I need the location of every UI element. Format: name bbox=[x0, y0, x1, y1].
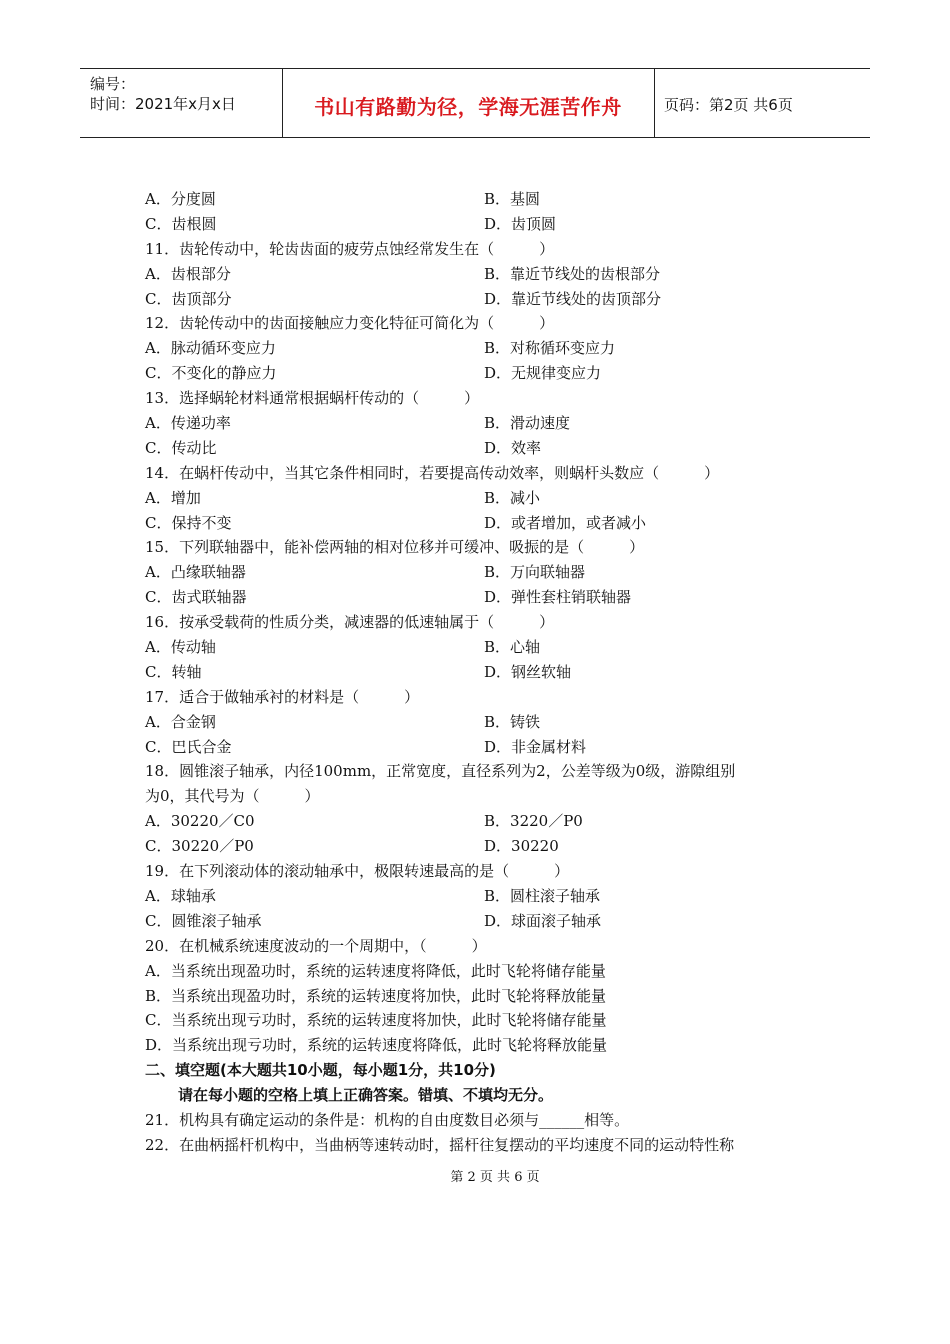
question-text: 16．按承受载荷的性质分类，减速器的低速轴属于（ ） bbox=[145, 613, 555, 632]
option-left: C．传动比 bbox=[145, 438, 217, 457]
question-text: 18．圆锥滚子轴承，内径100mm，正常宽度，直径系列为2，公差等级为0级，游隙组别 bbox=[145, 762, 736, 781]
page-header bbox=[80, 68, 870, 138]
option-right: D．靠近节线处的齿顶部分 bbox=[484, 289, 662, 308]
number-label: 编号： bbox=[90, 75, 136, 93]
option-row bbox=[145, 436, 825, 461]
question-line bbox=[145, 386, 825, 411]
option-row bbox=[145, 336, 825, 361]
header-info-cell bbox=[80, 69, 283, 137]
option-row bbox=[145, 884, 825, 909]
option-left: A．球轴承 bbox=[145, 886, 216, 905]
question-text: 21．机构具有确定运动的条件是：机构的自由度数目必须与______相等。 bbox=[145, 1110, 630, 1129]
option-right: D．30220 bbox=[484, 837, 559, 856]
question-text: C．当系统出现亏功时，系统的运转速度将加快，此时飞轮将储存能量 bbox=[145, 1011, 607, 1030]
option-left: A．齿根部分 bbox=[145, 264, 231, 283]
option-left: A．凸缘联轴器 bbox=[145, 563, 246, 582]
page-footer: 第 2 页 共 6 页 bbox=[450, 1170, 540, 1185]
question-text: 11．齿轮传动中，轮齿齿面的疲劳点蚀经常发生在（ ） bbox=[145, 239, 555, 258]
question-line bbox=[145, 685, 825, 710]
option-row bbox=[145, 909, 825, 934]
option-row bbox=[145, 735, 825, 760]
option-row bbox=[145, 560, 825, 585]
question-line bbox=[145, 311, 825, 336]
option-left: A．分度圆 bbox=[145, 190, 216, 208]
question-line bbox=[145, 984, 825, 1009]
option-row bbox=[145, 212, 825, 237]
option-left: C．齿根圆 bbox=[145, 214, 217, 233]
question-line bbox=[145, 759, 825, 784]
header-page-cell bbox=[654, 69, 870, 137]
option-row bbox=[145, 287, 825, 312]
option-left: A．传动轴 bbox=[145, 638, 216, 657]
option-right: B．靠近节线处的齿根部分 bbox=[484, 264, 661, 283]
section-heading-text: 二、填空题(本大题共10小题，每小题1分，共10分) bbox=[145, 1061, 496, 1080]
option-right: D．钢丝软轴 bbox=[484, 662, 572, 681]
date-label: 时间：2021年x月x日 bbox=[90, 95, 236, 113]
question-text: 14．在蜗杆传动中，当其它条件相同时，若要提高传动效率，则蜗杆头数应（ ） bbox=[145, 463, 720, 482]
question-line bbox=[145, 1133, 825, 1158]
option-left: C．圆锥滚子轴承 bbox=[145, 911, 262, 930]
option-left: A．合金钢 bbox=[145, 712, 216, 731]
option-right: B．心轴 bbox=[484, 638, 541, 657]
option-right: D．非金属材料 bbox=[484, 737, 587, 756]
question-text: 17．适合于做轴承衬的材料是（ ） bbox=[145, 687, 420, 706]
option-row bbox=[145, 511, 825, 536]
question-line bbox=[145, 934, 825, 959]
question-text: 15．下列联轴器中，能补偿两轴的相对位移并可缓冲、吸振的是（ ） bbox=[145, 538, 645, 557]
question-line bbox=[145, 237, 825, 262]
option-right: D．弹性套柱销联轴器 bbox=[484, 588, 632, 607]
question-line bbox=[145, 461, 825, 486]
option-right: D．球面滚子轴承 bbox=[484, 911, 602, 930]
option-row bbox=[145, 710, 825, 735]
section-instruction-text: 请在每小题的空格上填上正确答案。错填、不填均无分。 bbox=[178, 1086, 554, 1105]
option-right: D．齿顶圆 bbox=[484, 214, 557, 233]
question-line bbox=[145, 1033, 825, 1058]
question-line bbox=[145, 535, 825, 560]
option-row bbox=[145, 660, 825, 685]
option-right: B．圆柱滚子轴承 bbox=[484, 886, 601, 905]
option-left: C．不变化的静应力 bbox=[145, 364, 277, 383]
question-text: 19．在下列滚动体的滚动轴承中，极限转速最高的是（ ） bbox=[145, 862, 570, 881]
option-left: A．增加 bbox=[145, 488, 201, 507]
option-right: D．效率 bbox=[484, 438, 542, 457]
option-right: B．减小 bbox=[484, 488, 541, 507]
option-right: B．万向联轴器 bbox=[484, 563, 586, 582]
option-right: B．基圆 bbox=[484, 190, 541, 208]
option-left: C．30220／P0 bbox=[145, 837, 254, 856]
document-body bbox=[145, 187, 825, 1158]
option-right: B．铸铁 bbox=[484, 712, 541, 731]
question-text: 20．在机械系统速度波动的一个周期中，（ ） bbox=[145, 936, 487, 955]
question-text: 22．在曲柄摇杆机构中，当曲柄等速转动时，摇杆往复摆动的平均速度不同的运动特性称 bbox=[145, 1135, 735, 1154]
option-row bbox=[145, 585, 825, 610]
question-text: A．当系统出现盈功时，系统的运转速度将降低，此时飞轮将储存能量 bbox=[145, 961, 606, 980]
option-left: C．转轴 bbox=[145, 662, 202, 681]
option-row bbox=[145, 262, 825, 287]
question-line bbox=[145, 859, 825, 884]
option-row bbox=[145, 809, 825, 834]
question-line bbox=[145, 1008, 825, 1033]
option-right: D．无规律变应力 bbox=[484, 364, 602, 383]
question-line bbox=[145, 784, 825, 809]
option-row bbox=[145, 635, 825, 660]
question-text: 13．选择蜗轮材料通常根据蜗杆传动的（ ） bbox=[145, 389, 480, 408]
option-right: B．滑动速度 bbox=[484, 414, 571, 433]
option-right: B．对称循环变应力 bbox=[484, 339, 616, 358]
option-right: D．或者增加，或者减小 bbox=[484, 513, 647, 532]
option-left: C．巴氏合金 bbox=[145, 737, 232, 756]
question-line bbox=[145, 1108, 825, 1133]
option-left: A．脉动循环变应力 bbox=[145, 339, 276, 358]
motto: 书山有路勤为径，学海无涯苦作舟 bbox=[314, 95, 622, 119]
option-row bbox=[145, 834, 825, 859]
question-text: 为0，其代号为（ ） bbox=[145, 787, 320, 806]
header-motto-cell bbox=[282, 69, 655, 137]
question-text: B．当系统出现盈功时，系统的运转速度将加快，此时飞轮将释放能量 bbox=[145, 986, 607, 1005]
option-left: C．齿顶部分 bbox=[145, 289, 232, 308]
question-text: D．当系统出现亏功时，系统的运转速度将降低，此时飞轮将释放能量 bbox=[145, 1036, 608, 1055]
section-heading bbox=[145, 1058, 825, 1083]
option-left: C．保持不变 bbox=[145, 513, 232, 532]
option-left: A．30220／C0 bbox=[145, 812, 255, 831]
page-info: 页码：第2页 共6页 bbox=[664, 96, 793, 114]
option-left: C．齿式联轴器 bbox=[145, 588, 247, 607]
option-row bbox=[145, 411, 825, 436]
question-text: 12．齿轮传动中的齿面接触应力变化特征可简化为（ ） bbox=[145, 314, 555, 333]
question-line bbox=[145, 959, 825, 984]
option-left: A．传递功率 bbox=[145, 414, 231, 433]
option-right: B．3220／P0 bbox=[484, 812, 583, 831]
option-row bbox=[145, 486, 825, 511]
option-row bbox=[145, 361, 825, 386]
question-line bbox=[145, 610, 825, 635]
section-instruction bbox=[145, 1083, 825, 1108]
option-row bbox=[145, 187, 825, 212]
